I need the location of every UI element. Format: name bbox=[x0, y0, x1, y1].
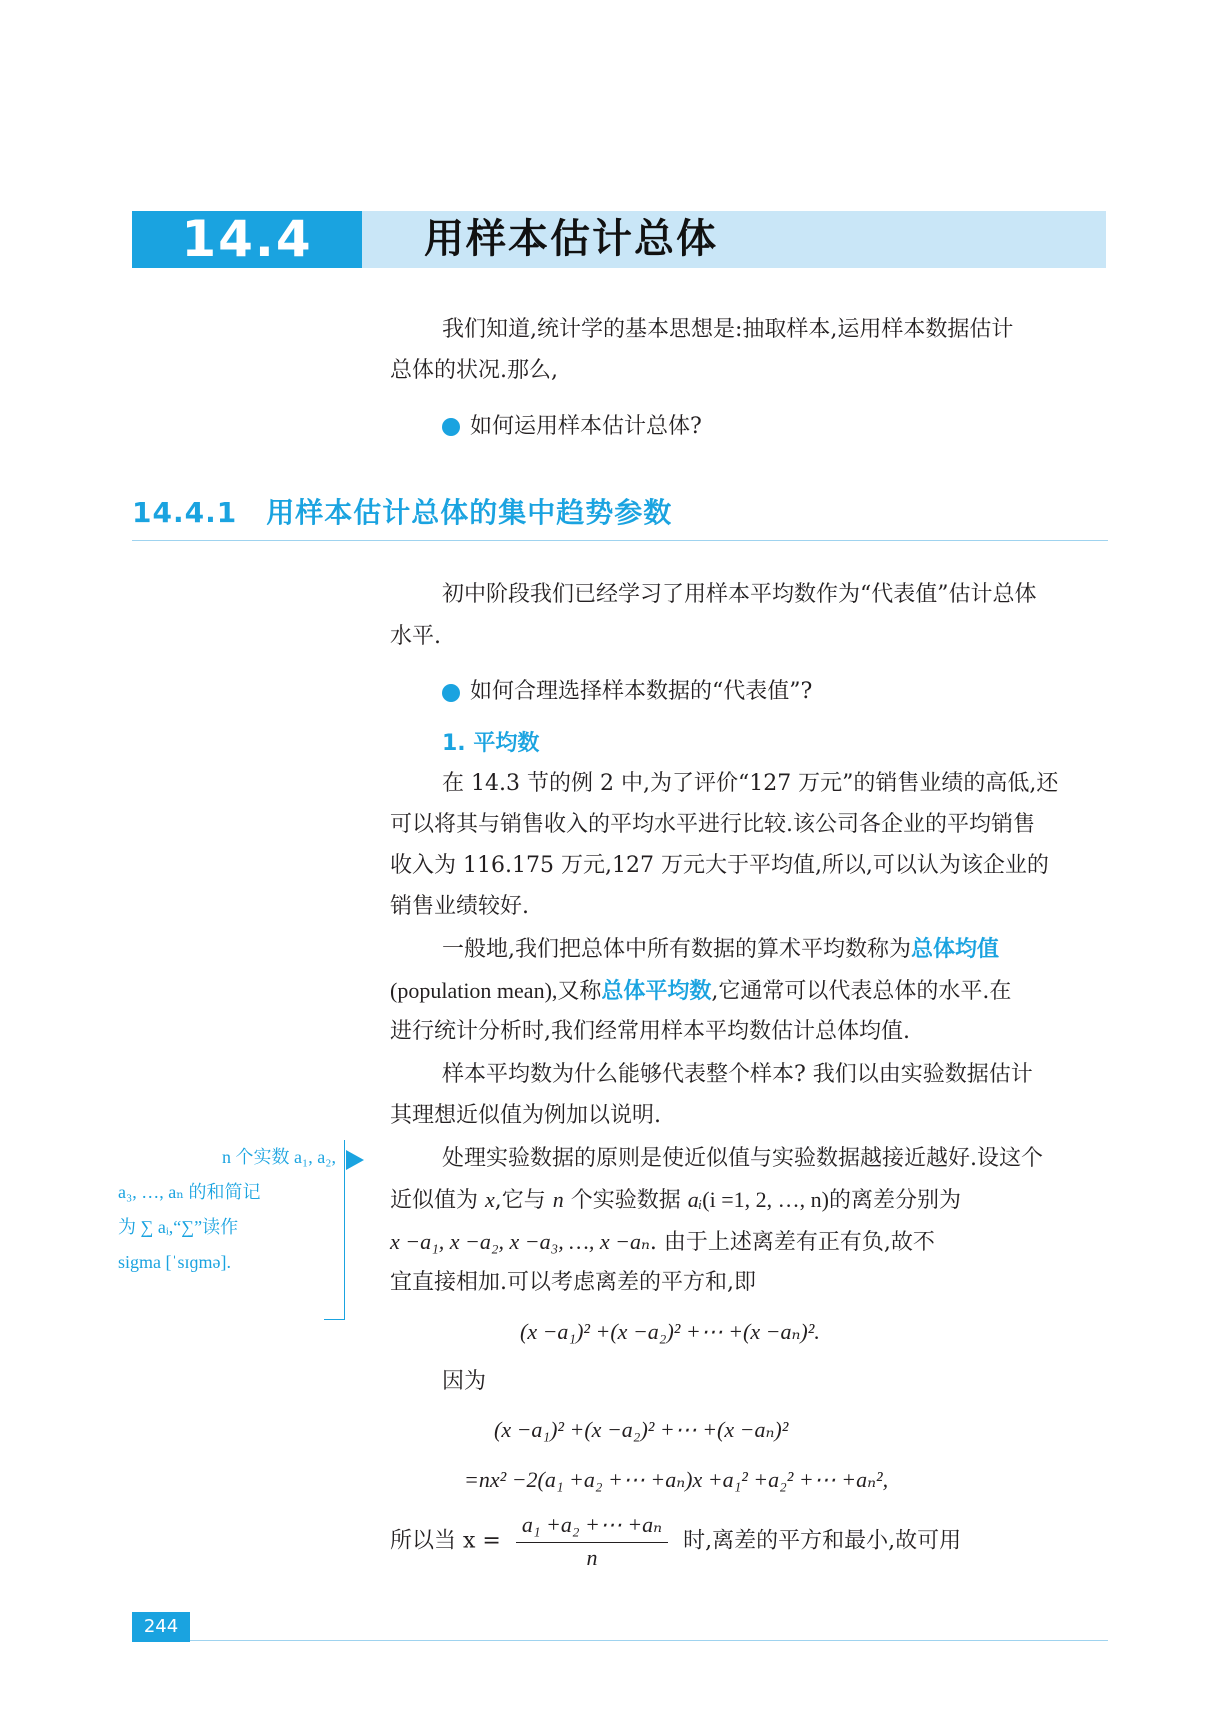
para1-line-2: 可以将其与销售收入的平均水平进行比较.该公司各企业的平均销售 bbox=[390, 812, 1035, 837]
var-x: x bbox=[485, 1187, 495, 1212]
para2-text: (population mean),又称 bbox=[390, 978, 602, 1003]
para3-line-2: 其理想近似值为例加以说明. bbox=[390, 1103, 661, 1128]
side-note-line-1: n 个实数 a₁, a₂, bbox=[221, 1147, 336, 1167]
side-note-line-2: a₃, …, aₙ 的和简记 bbox=[118, 1182, 261, 1202]
side-note bbox=[118, 1140, 336, 1280]
para4-line-2 bbox=[390, 1180, 961, 1221]
intro-line-2: 总体的状况.那么, bbox=[390, 358, 558, 383]
var-n: n bbox=[552, 1187, 564, 1212]
mean-fraction bbox=[516, 1510, 668, 1573]
formula-sum-squares: (x −a₁)² +(x −a₂)² +⋯ +(x −aₙ)². bbox=[520, 1319, 820, 1344]
footer-divider bbox=[190, 1640, 1108, 1641]
para4-text: 近似值为 bbox=[390, 1188, 479, 1213]
para2-line-2 bbox=[390, 971, 1011, 1012]
para4-text: 个实验数据 bbox=[570, 1188, 681, 1213]
term-population-average: 总体平均数 bbox=[601, 979, 712, 1004]
para4-text: . 由于上述离差有正有负,故不 bbox=[649, 1230, 935, 1255]
fraction-denominator: n bbox=[586, 1545, 598, 1570]
side-note-bracket bbox=[344, 1140, 345, 1320]
para2-line-1 bbox=[442, 930, 999, 970]
sub-intro-line-1: 初中阶段我们已经学习了用样本平均数作为“代表值”估计总体 bbox=[442, 582, 1037, 607]
para2-line-3: 进行统计分析时,我们经常用样本平均数估计总体均值. bbox=[390, 1019, 910, 1044]
side-note-line-4: sigma [ˈsɪɡmə]. bbox=[118, 1252, 231, 1272]
subsection-title: 14.4.1 用样本估计总体的集中趋势参数 bbox=[132, 496, 673, 529]
bullet-icon bbox=[442, 684, 460, 702]
section-title: 用样本估计总体 bbox=[424, 216, 718, 262]
para3-line-1: 样本平均数为什么能够代表整个样本? 我们以由实验数据估计 bbox=[442, 1062, 1033, 1087]
item-heading-mean: 1. 平均数 bbox=[442, 731, 540, 756]
sub-intro-line-2: 水平. bbox=[390, 624, 441, 649]
pointer-arrow-icon bbox=[346, 1150, 364, 1170]
subsection-divider bbox=[132, 540, 1108, 541]
intro-question: 如何运用样本估计总体? bbox=[470, 414, 702, 439]
because-text: 因为 bbox=[442, 1369, 487, 1394]
side-note-bracket-foot bbox=[324, 1319, 345, 1320]
sub-intro-question: 如何合理选择样本数据的“代表值”? bbox=[470, 679, 813, 704]
para4-line-4: 宜直接相加.可以考虑离差的平方和,即 bbox=[390, 1270, 756, 1295]
conclusion-text: 时,离差的平方和最小,故可用 bbox=[683, 1528, 962, 1554]
section-number: 14.4 bbox=[132, 211, 362, 268]
page-number: 244 bbox=[132, 1612, 190, 1642]
para4-line-1: 处理实验数据的原则是使近似值与实验数据越接近越好.设这个 bbox=[442, 1146, 1043, 1171]
para2-text: 一般地,我们把总体中所有数据的算术平均数称为 bbox=[442, 937, 911, 962]
para4-text: ,它与 bbox=[494, 1188, 546, 1213]
formula-expand-left: (x −a₁)² +(x −a₂)² +⋯ +(x −aₙ)² bbox=[494, 1417, 789, 1442]
para4-text: (i =1, 2, …, n)的离差分别为 bbox=[702, 1187, 961, 1212]
intro-line-1: 我们知道,统计学的基本思想是:抽取样本,运用样本数据估计 bbox=[442, 317, 1014, 342]
para1-line-1: 在 14.3 节的例 2 中,为了评价“127 万元”的销售业绩的高低,还 bbox=[442, 771, 1059, 796]
formula-expand-right: =nx² −2(a₁ +a₂ +⋯ +aₙ)x +a₁² +a₂² +⋯ +aₙ², bbox=[464, 1467, 889, 1492]
term-population-mean: 总体均值 bbox=[911, 937, 1000, 962]
conclusion-text: 所以当 x = bbox=[390, 1528, 501, 1554]
deviation-list: x −a₁, x −a₂, x −a₃, …, x −aₙ bbox=[390, 1229, 650, 1254]
para2-text: ,它通常可以代表总体的水平.在 bbox=[711, 979, 1012, 1004]
fraction-numerator: a₁ +a₂ +⋯ +aₙ bbox=[516, 1510, 668, 1543]
conclusion-line bbox=[390, 1510, 961, 1573]
var-ai: aᵢ bbox=[687, 1187, 703, 1212]
para1-line-3: 收入为 116.175 万元,127 万元大于平均值,所以,可以认为该企业的 bbox=[390, 853, 1049, 878]
side-note-line-3: 为 ∑ aᵢ,“∑”读作 bbox=[118, 1217, 239, 1237]
bullet-icon bbox=[442, 418, 460, 436]
para4-line-3 bbox=[390, 1222, 935, 1263]
para1-line-4: 销售业绩较好. bbox=[390, 894, 529, 919]
